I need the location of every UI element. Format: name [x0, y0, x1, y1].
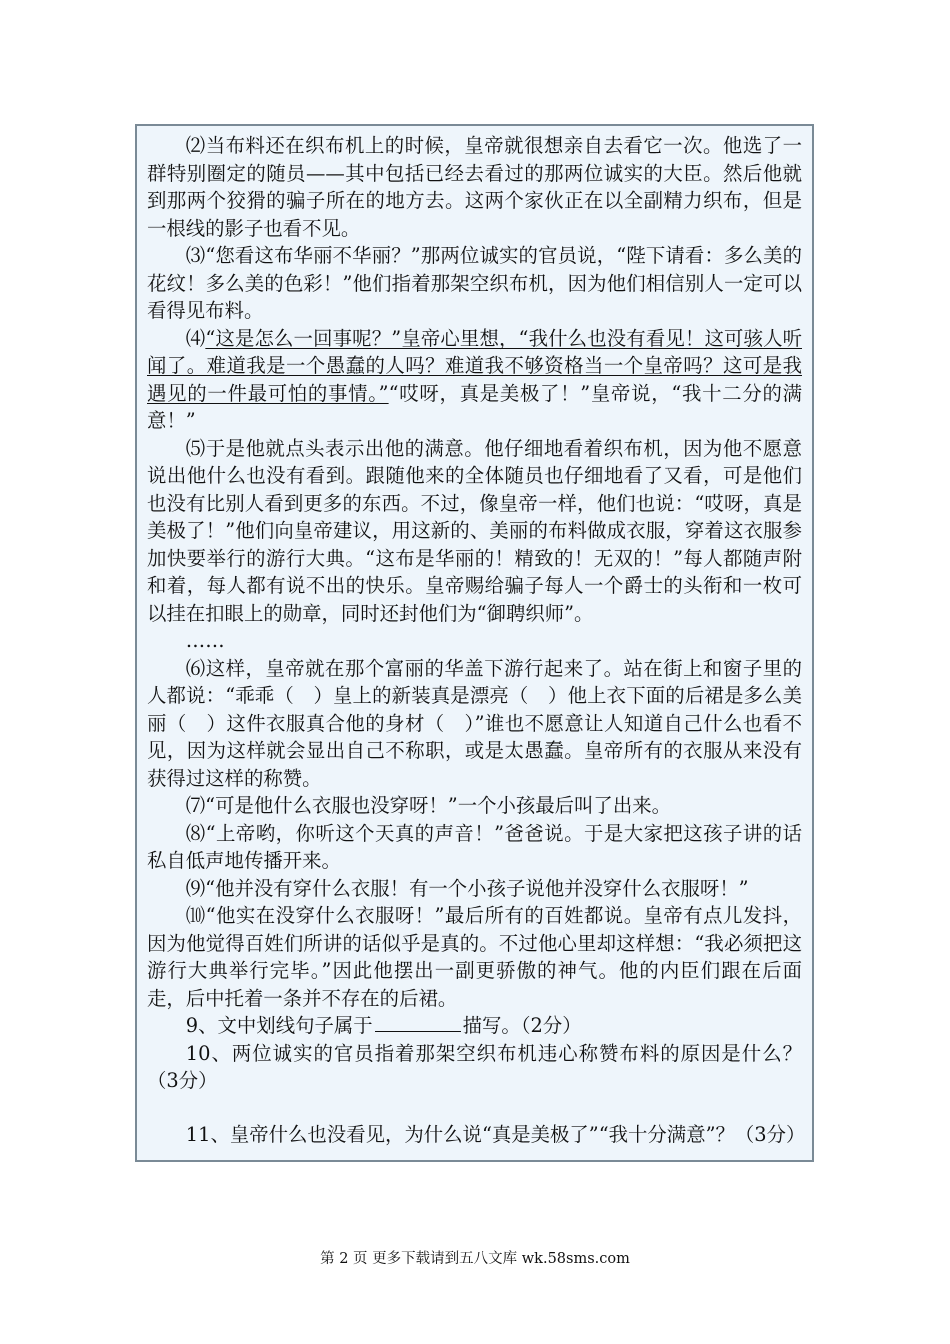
answer-space [147, 1095, 802, 1121]
question-10: 10、两位诚实的官员指着那架空织布机违心称赞布料的原因是什么？（3分） [147, 1041, 802, 1092]
paragraph-3: ⑶“您看这布华丽不华丽？”那两位诚实的官员说，“陛下请看：多么美的花纹！多么美的色彩！”他们指着那架空织布机，因为他们相信别人一定可以看得见布料。 [147, 244, 802, 322]
paragraph-6: ⑹这样，皇帝就在那个富丽的华盖下游行起来了。站在街上和窗子里的人都说：“乖乖（ ）皇上的新装真是漂亮（ ）他上衣下面的后裙是多么美丽（ ）这件衣服真合他的身材（ ）”谁也不愿意让人知道自己什么也看不见，因为这样就会显出自己不称职，或是太愚蠢。皇帝所有的衣服从来没有获得过这样的称赞。 [147, 656, 802, 790]
question-9 [147, 1012, 802, 1040]
ellipsis: …… [185, 629, 225, 652]
question-9-suffix: 描写。（2分） [462, 1014, 582, 1037]
answer-blank[interactable] [375, 1013, 461, 1032]
passage-content [147, 132, 806, 1148]
paragraph-7: ⑺“可是他什么衣服也没穿呀！”一个小孩最后叫了出来。 [185, 794, 671, 817]
paragraph-2: ⑵当布料还在织布机上的时候，皇帝就很想亲自去看它一次。他选了一群特别圈定的随员——其中包括已经去看过的那两位诚实的大臣。然后他就到那两个狡猾的骗子所在的地方去。这两个家伙正在以全副精力织布，但是一根线的影子也看不见。 [147, 134, 802, 240]
paragraph-4-number: ⑷ [185, 326, 206, 350]
paragraph-4-rest: “哎呀，真是美极了！”皇帝说，“我十二分的满意！” [147, 381, 802, 432]
page-footer: 第 2 页 更多下载请到五八文库 wk.58sms.com [320, 1251, 630, 1267]
paragraph-8: ⑻“上帝哟，你听这个天真的声音！”爸爸说。于是大家把这孩子讲的话私自低声地传播开来。 [147, 821, 802, 872]
underlined-sentence: “这是怎么一回事呢？”皇帝心里想，“我什么也没有看见！这可骇人听闻了。难道我是一个愚蠢的人吗？难道我不够资格当一个皇帝吗？这可是我遇见的一件最可怕的事情。” [147, 326, 802, 405]
paragraph-10: ⑽“他实在没穿什么衣服呀！”最后所有的百姓都说。皇帝有点儿发抖，因为他觉得百姓们所讲的话似乎是真的。不过他心里却这样想：“我必须把这游行大典举行完毕。”因此他摆出一副更骄傲的神气。他的内臣们跟在后面走，后中托着一条并不存在的后裙。 [147, 904, 802, 1010]
question-11: 11、皇帝什么也没看见，为什么说“真是美极了”“我十分满意”？（3分） [185, 1122, 806, 1146]
question-9-prefix: 9、文中划线句子属于 [185, 1014, 373, 1037]
paragraph-5: ⑸于是他就点头表示出他的满意。他仔细地看着织布机，因为他不愿意说出他什么也没有看到。跟随他来的全体随员也仔细地看了又看，可是他们也没有比别人看到更多的东西。不过，像皇帝一样，他们也说：“哎呀，真是美极了！”他们向皇帝建议，用这新的、美丽的布料做成衣服，穿着这衣服参加快要举行的游行大典。“这布是华丽的！精致的！无双的！”每人都随声附和着，每人都有说不出的快乐。皇帝赐给骗子每人一个爵士的头衔和一枚可以挂在扣眼上的勋章，同时还封他们为“御聘织师”。 [147, 436, 802, 625]
paragraph-4 [147, 325, 802, 435]
reading-passage-box [135, 124, 814, 1162]
paragraph-9: ⑼“他并没有穿什么衣服！有一个小孩子说他并没穿什么衣服呀！” [185, 876, 749, 900]
